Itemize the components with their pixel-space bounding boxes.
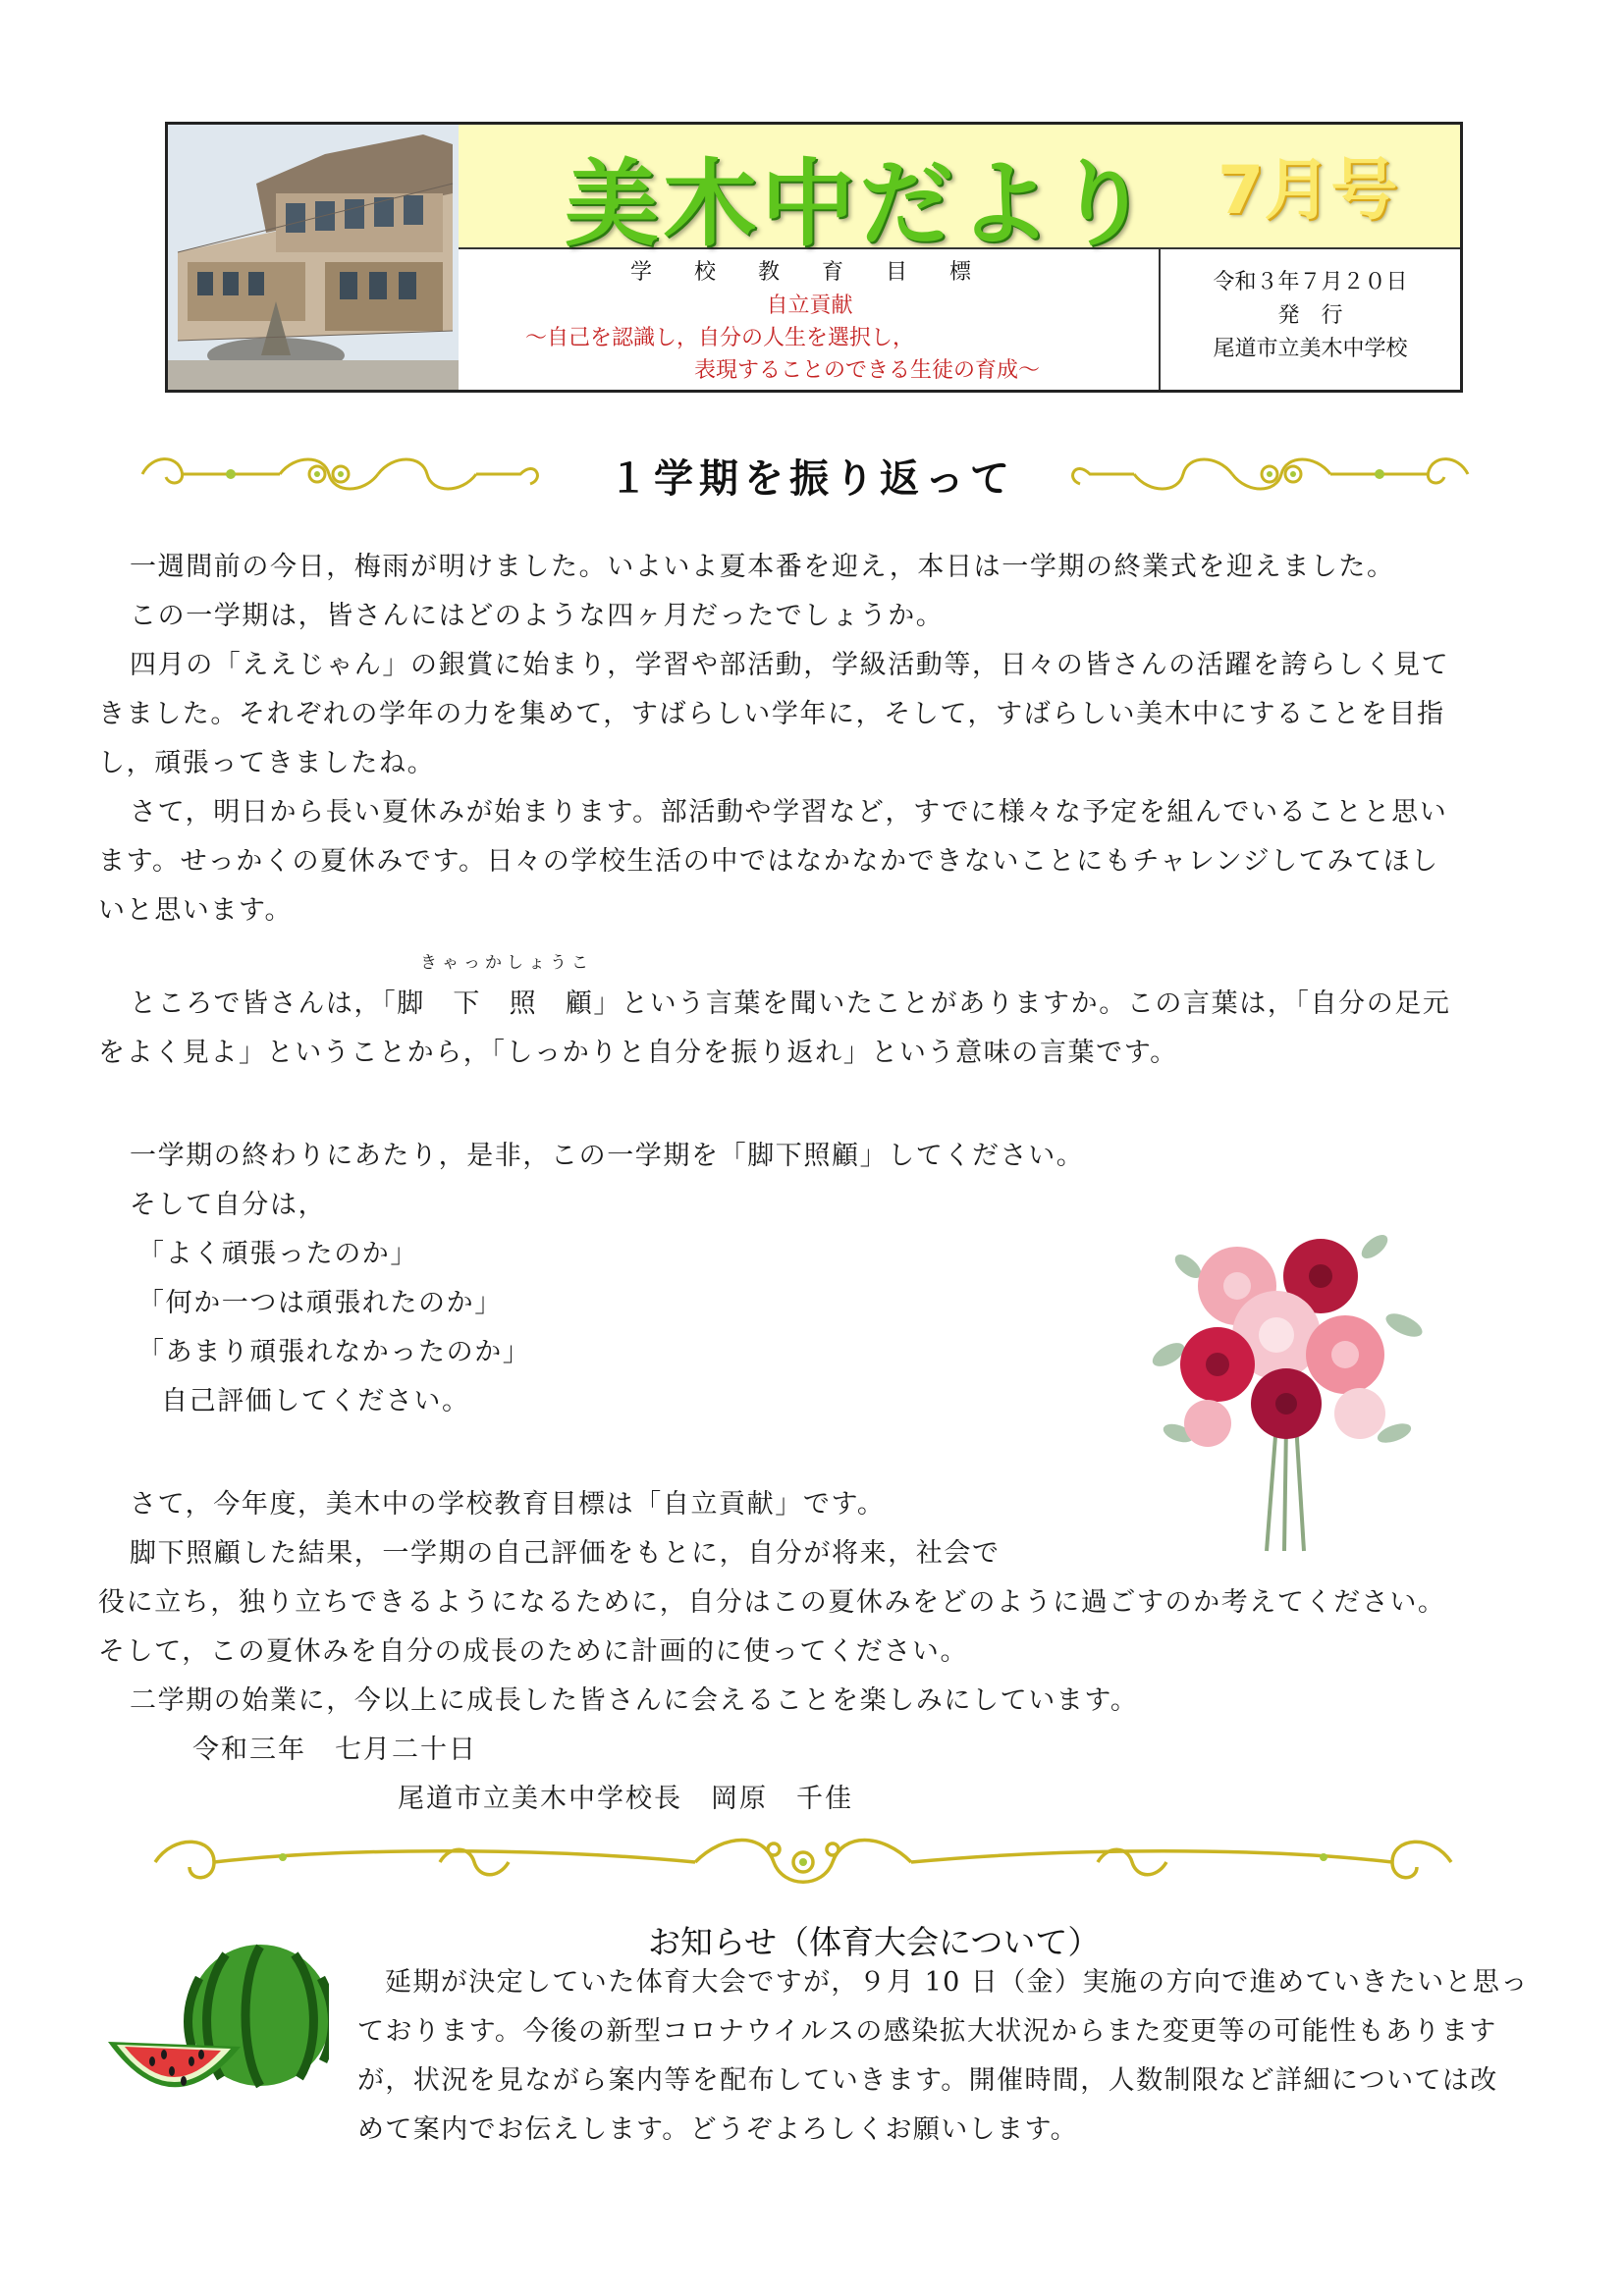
article-paragraph-line: さて，今年度，美木中の学校教育目標は「自立貢献」です。 (130, 1489, 886, 1520)
article-paragraph-line: そして自分は， (130, 1190, 327, 1220)
school-building-photo (168, 125, 459, 390)
article-paragraph-line: きました。それぞれの学年の力を集めて，すばらしい学年に，そして，すばらしい美木中にすることを目指 (98, 699, 1445, 729)
goals-heading: 学 校 教 育 目 標 (630, 260, 989, 285)
watermelon-icon (103, 1939, 329, 2125)
gold-scroll-ornament-divider (145, 1828, 1461, 1896)
article-paragraph-line: 「よく頑張ったのか」 (137, 1239, 418, 1269)
goals-line: ～自己を認識し，自分の人生を選択し， (525, 326, 915, 350)
masthead-title: 美木中だより (565, 149, 1154, 259)
article-paragraph-line: 「何か一つは頑張れたのか」 (137, 1288, 503, 1318)
article-paragraph-line: そして，この夏休みを自分の成長のために計画的に使ってください。 (98, 1636, 969, 1667)
notice-title: お知らせ（体育大会について） (648, 1923, 1101, 1961)
article-paragraph-line: 一学期の終わりにあたり，是非，この一学期を「脚下照顧」してください。 (130, 1141, 1085, 1171)
article-paragraph-line: 四月の「ええじゃん」の銀賞に始まり，学習や部活動，学級活動等，日々の皆さんの活躍を誇らしく見て (130, 650, 1450, 680)
issuer: 尾道市立美木中学校 (1213, 337, 1408, 361)
article-paragraph-line: 「あまり頑張れなかったのか」 (137, 1337, 531, 1367)
goals-motto: 自立貢献 (766, 294, 853, 318)
notice-line: が，状況を見ながら案内等を配布していきます。開催時間，人数制限など詳細については改 (357, 2065, 1498, 2096)
article-paragraph-line: ます。せっかくの夏休みです。日々の学校生活の中ではなかなかできないことにもチャレンジしてみてほし (98, 846, 1439, 877)
ruby-reading: きゃっかしょうこ (420, 953, 593, 973)
article-paragraph-line: し，頑張ってきましたね。 (98, 748, 436, 778)
article-paragraph-line: 二学期の始業に，今以上に成長した皆さんに会えることを楽しみにしています。 (130, 1685, 1139, 1716)
notice-line: 延期が決定していた体育大会ですが，９月 10 日（金）実施の方向で進めていきたいと思っ (385, 1967, 1529, 1998)
article-signature: 尾道市立美木中学校長 岡原 千佳 (398, 1784, 853, 1814)
flower-bouquet-icon (1129, 1207, 1443, 1561)
issue-verb: 発 行 (1277, 303, 1343, 328)
article-date: 令和三年 七月二十日 (192, 1735, 477, 1765)
article-paragraph-line: さて，明日から長い夏休みが始まります。部活動や学習など，すでに様々な予定を組んでいることと思い (130, 797, 1448, 828)
issue-label: 7月号 (1218, 152, 1398, 230)
article-paragraph-line: 脚下照顧した結果，一学期の自己評価をもとに，自分が将来，社会で (130, 1538, 1001, 1569)
notice-line: ております。今後の新型コロナウイルスの感染拡大状況からまた変更等の可能性もあります (357, 2016, 1497, 2047)
article-paragraph-line: 一週間前の今日，梅雨が明けました。いよいよ夏本番を迎え，本日は一学期の終業式を迎えました。 (130, 552, 1395, 582)
gold-scroll-ornament-right (1056, 450, 1478, 499)
article-paragraph-line: いと思います。 (98, 895, 294, 926)
school-goals-box (459, 249, 1161, 390)
article-title: １学期を振り返って (609, 455, 1015, 502)
article-paragraph-line: 自己評価してください。 (161, 1386, 470, 1416)
article-paragraph-line: この一学期は，皆さんにはどのような四ヶ月だったでしょうか。 (130, 601, 945, 631)
issue-date: 令和３年７月２０日 (1213, 270, 1408, 294)
notice-line: めて案内でお伝えします。どうぞよろしくお願いします。 (357, 2114, 1079, 2145)
article-paragraph-line: 役に立ち，独り立ちできるようになるために，自分はこの夏休みをどのように過ごすのか考えてください。 (98, 1587, 1446, 1618)
issue-info-box (1161, 249, 1460, 390)
gold-scroll-ornament-left (133, 450, 550, 499)
article-paragraph-line: をよく見よ」ということから，「しっかりと自分を振り返れ」という意味の言葉です。 (98, 1038, 1178, 1068)
article-paragraph-line: ところで皆さんは，「脚 下 照 顧」という言葉を聞いたことがありますか。この言葉は，「自分の足元 (130, 988, 1451, 1019)
goals-line: 表現することのできる生徒の育成～ (694, 358, 1041, 383)
